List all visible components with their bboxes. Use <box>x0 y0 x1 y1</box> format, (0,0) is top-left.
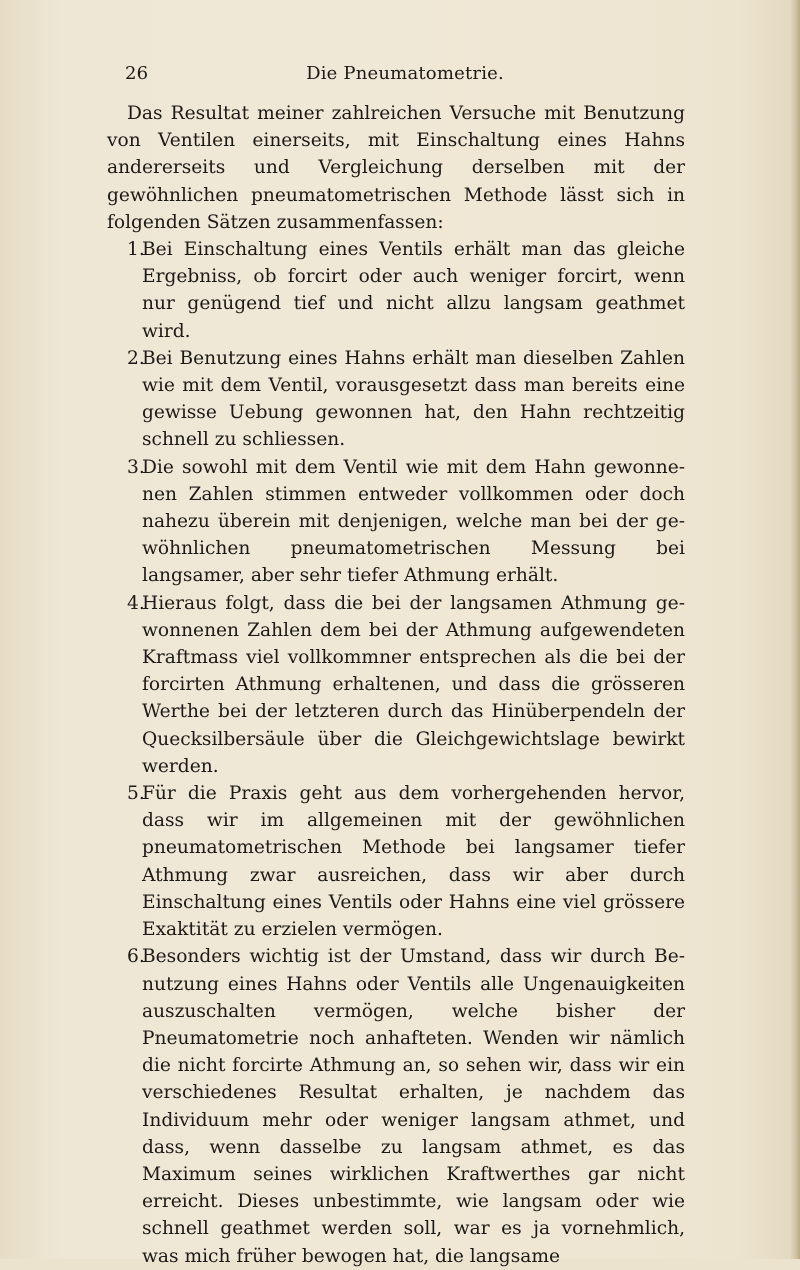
list-item-number: 1. <box>127 239 145 261</box>
page-number: 26 <box>125 63 149 84</box>
list-item-number: 5. <box>127 783 145 805</box>
list-item <box>107 345 685 454</box>
list-item-text: Besonders wichtig ist der Umstand, dass wir durch Benutzung eines Hahns oder Ventils alle Ungenauigkeiten auszuschalten vermögen, welche bisher der Pneumatometrie noch anhafteten. Wenden wir nämlich die nicht forcirte Athmung an, so sehen wir, dass wir ein verschiedenes Resultat erhalten, je nachdem das Individuum mehr oder weniger langsam athmet, und dass, wenn dasselbe zu langsam athmet, es das Maximum seines wirklichen Kraftwerthes gar nicht erreicht. Dieses unbestimmte, wie langsam oder wie schnell geathmet werden soll, war es ja vornehmlich, was mich früher bewogen hat, die langsame <box>142 946 685 1267</box>
list-item-number: 4. <box>127 592 145 614</box>
body-text <box>107 100 685 1270</box>
list-item-text: Für die Praxis geht aus dem vorhergehenden hervor, dass wir im allgemeinen mit der gewöhnlichen pneumatometrischen Methode bei langsamer tiefer Athmung zwar ausreichen, dass wir aber durch Einschaltung eines Ventils oder Hahns eine viel grössere Exaktität zu erzielen vermögen. <box>142 783 685 941</box>
intro-paragraph: Das Resultat meiner zahlreichen Versuche mit Benutzung von Ventilen einerseits, mit Einschaltung eines Hahns andererseits und Vergleichung derselben mit der gewöhnlichen pneumatometrischen Methode lässt sich in folgenden Sätzen zusammenfassen: <box>107 103 685 233</box>
list-item-text: Die sowohl mit dem Ventil wie mit dem Hahn gewonnenen Zahlen stimmen entweder vollkommen oder doch nahezu überein mit denjenigen, welche man bei der gewöhnlichen pneumatometrischen Messung bei langsamer, aber sehr tiefer Athmung erhält. <box>142 456 685 587</box>
list-item-text: Hieraus folgt, dass die bei der langsamen Athmung gewonnenen Zahlen dem bei der Athmung aufgewendeten Kraftmass viel vollkommner entsprechen als die bei der forcirten Athmung erhaltenen, und dass die grösseren Werthe bei der letzteren durch das Hinüberpendeln der Quecksilbersäule über die Gleichgewichtslage bewirkt werden. <box>142 592 685 777</box>
list-item-text: Bei Benutzung eines Hahns erhält man dieselben Zahlen wie mit dem Ventil, vorausgesetzt dass man bereits eine gewisse Uebung gewonnen hat, den Hahn rechtzeitig schnell zu schliessen. <box>142 347 685 451</box>
numbered-list <box>107 236 685 1270</box>
page-edge-shadow <box>790 0 800 1259</box>
list-item-number: 3. <box>127 456 145 478</box>
list-item-number: 6. <box>127 946 145 968</box>
list-item <box>107 943 685 1269</box>
list-item <box>107 780 685 943</box>
page-header <box>125 63 685 89</box>
list-item-text: Bei Einschaltung eines Ventils erhält man das gleiche Ergebniss, ob forcirt oder auch weniger forcirt, wenn nur genügend tief und nicht allzu langsam geathmet wird. <box>142 239 685 342</box>
list-item <box>107 236 685 345</box>
list-item <box>107 590 685 780</box>
list-item-number: 2. <box>127 347 145 369</box>
list-item <box>107 454 685 590</box>
running-title: Die Pneumatometrie. <box>306 63 504 84</box>
